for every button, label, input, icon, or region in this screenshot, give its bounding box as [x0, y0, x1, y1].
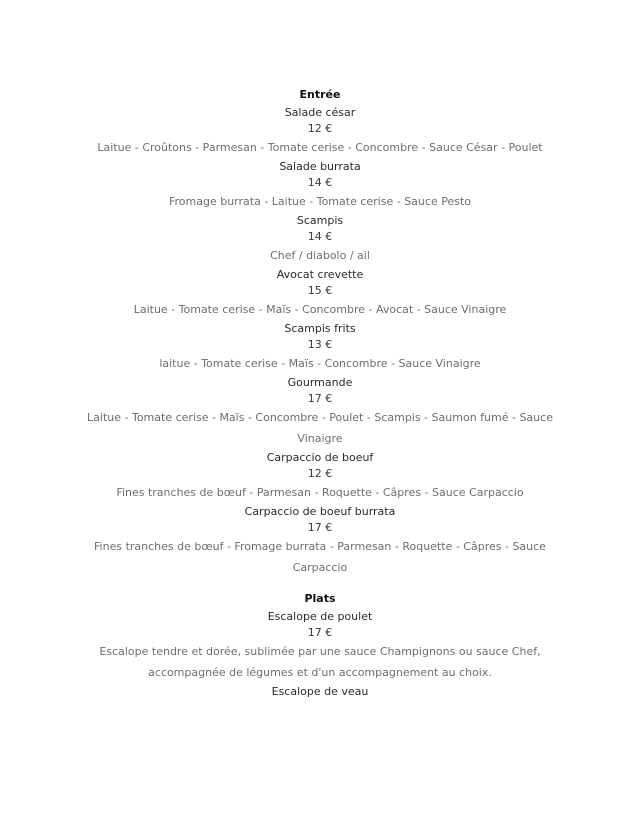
item-price: 12 € [307, 467, 333, 480]
item-price: 17 € [307, 626, 333, 639]
menu-item [0, 158, 640, 212]
item-name: Avocat crevette [276, 268, 364, 281]
item-price: 17 € [307, 392, 333, 405]
item-price: 14 € [307, 230, 333, 243]
menu-item [0, 374, 640, 449]
menu-item [0, 212, 640, 266]
item-name: Carpaccio de boeuf burrata [244, 505, 396, 518]
item-description: Fromage burrata - Laitue - Tomate cerise - Sauce Pesto [168, 195, 471, 208]
menu-item [0, 683, 640, 700]
item-name: Salade césar [284, 106, 356, 119]
item-description: Escalope tendre et dorée, sublimée par une sauce Champignons ou sauce Chef, accompagnée de légumes et d'un accompagnement au choix. [99, 645, 541, 679]
section-title: Entrée [299, 88, 341, 101]
item-description: Fines tranches de bœuf - Fromage burrata - Parmesan - Roquette - Câpres - Sauce Carpaccio [94, 540, 546, 574]
item-price: 12 € [307, 122, 333, 135]
item-name: Scampis frits [284, 322, 356, 335]
menu-item [0, 104, 640, 158]
item-name: Escalope de poulet [267, 610, 373, 623]
section-entree [0, 86, 640, 578]
item-name: Carpaccio de boeuf [266, 451, 374, 464]
item-name: Escalope de veau [271, 685, 369, 698]
item-price: 13 € [307, 338, 333, 351]
section-plats [0, 590, 640, 700]
item-name: Scampis [296, 214, 344, 227]
item-name: Gourmande [287, 376, 353, 389]
item-description: Laitue - Croûtons - Parmesan - Tomate cerise - Concombre - Sauce César - Poulet [97, 141, 543, 154]
menu-item [0, 608, 640, 683]
item-description: Laitue - Tomate cerise - Maïs - Concombre - Avocat - Sauce Vinaigre [133, 303, 507, 316]
menu-item [0, 320, 640, 374]
menu-item [0, 449, 640, 503]
item-name: Salade burrata [279, 160, 361, 173]
item-description: Chef / diabolo / ail [270, 249, 370, 262]
menu-item [0, 503, 640, 578]
item-price: 17 € [307, 521, 333, 534]
item-price: 14 € [307, 176, 333, 189]
item-description: laitue - Tomate cerise - Maïs - Concombre - Sauce Vinaigre [159, 357, 481, 370]
section-title: Plats [304, 592, 336, 605]
item-price: 15 € [307, 284, 333, 297]
item-description: Fines tranches de bœuf - Parmesan - Roquette - Câpres - Sauce Carpaccio [116, 486, 524, 499]
menu-item [0, 266, 640, 320]
item-description: Laitue - Tomate cerise - Maïs - Concombre - Poulet - Scampis - Saumon fumé - Sauce Vinaigre [87, 411, 553, 445]
